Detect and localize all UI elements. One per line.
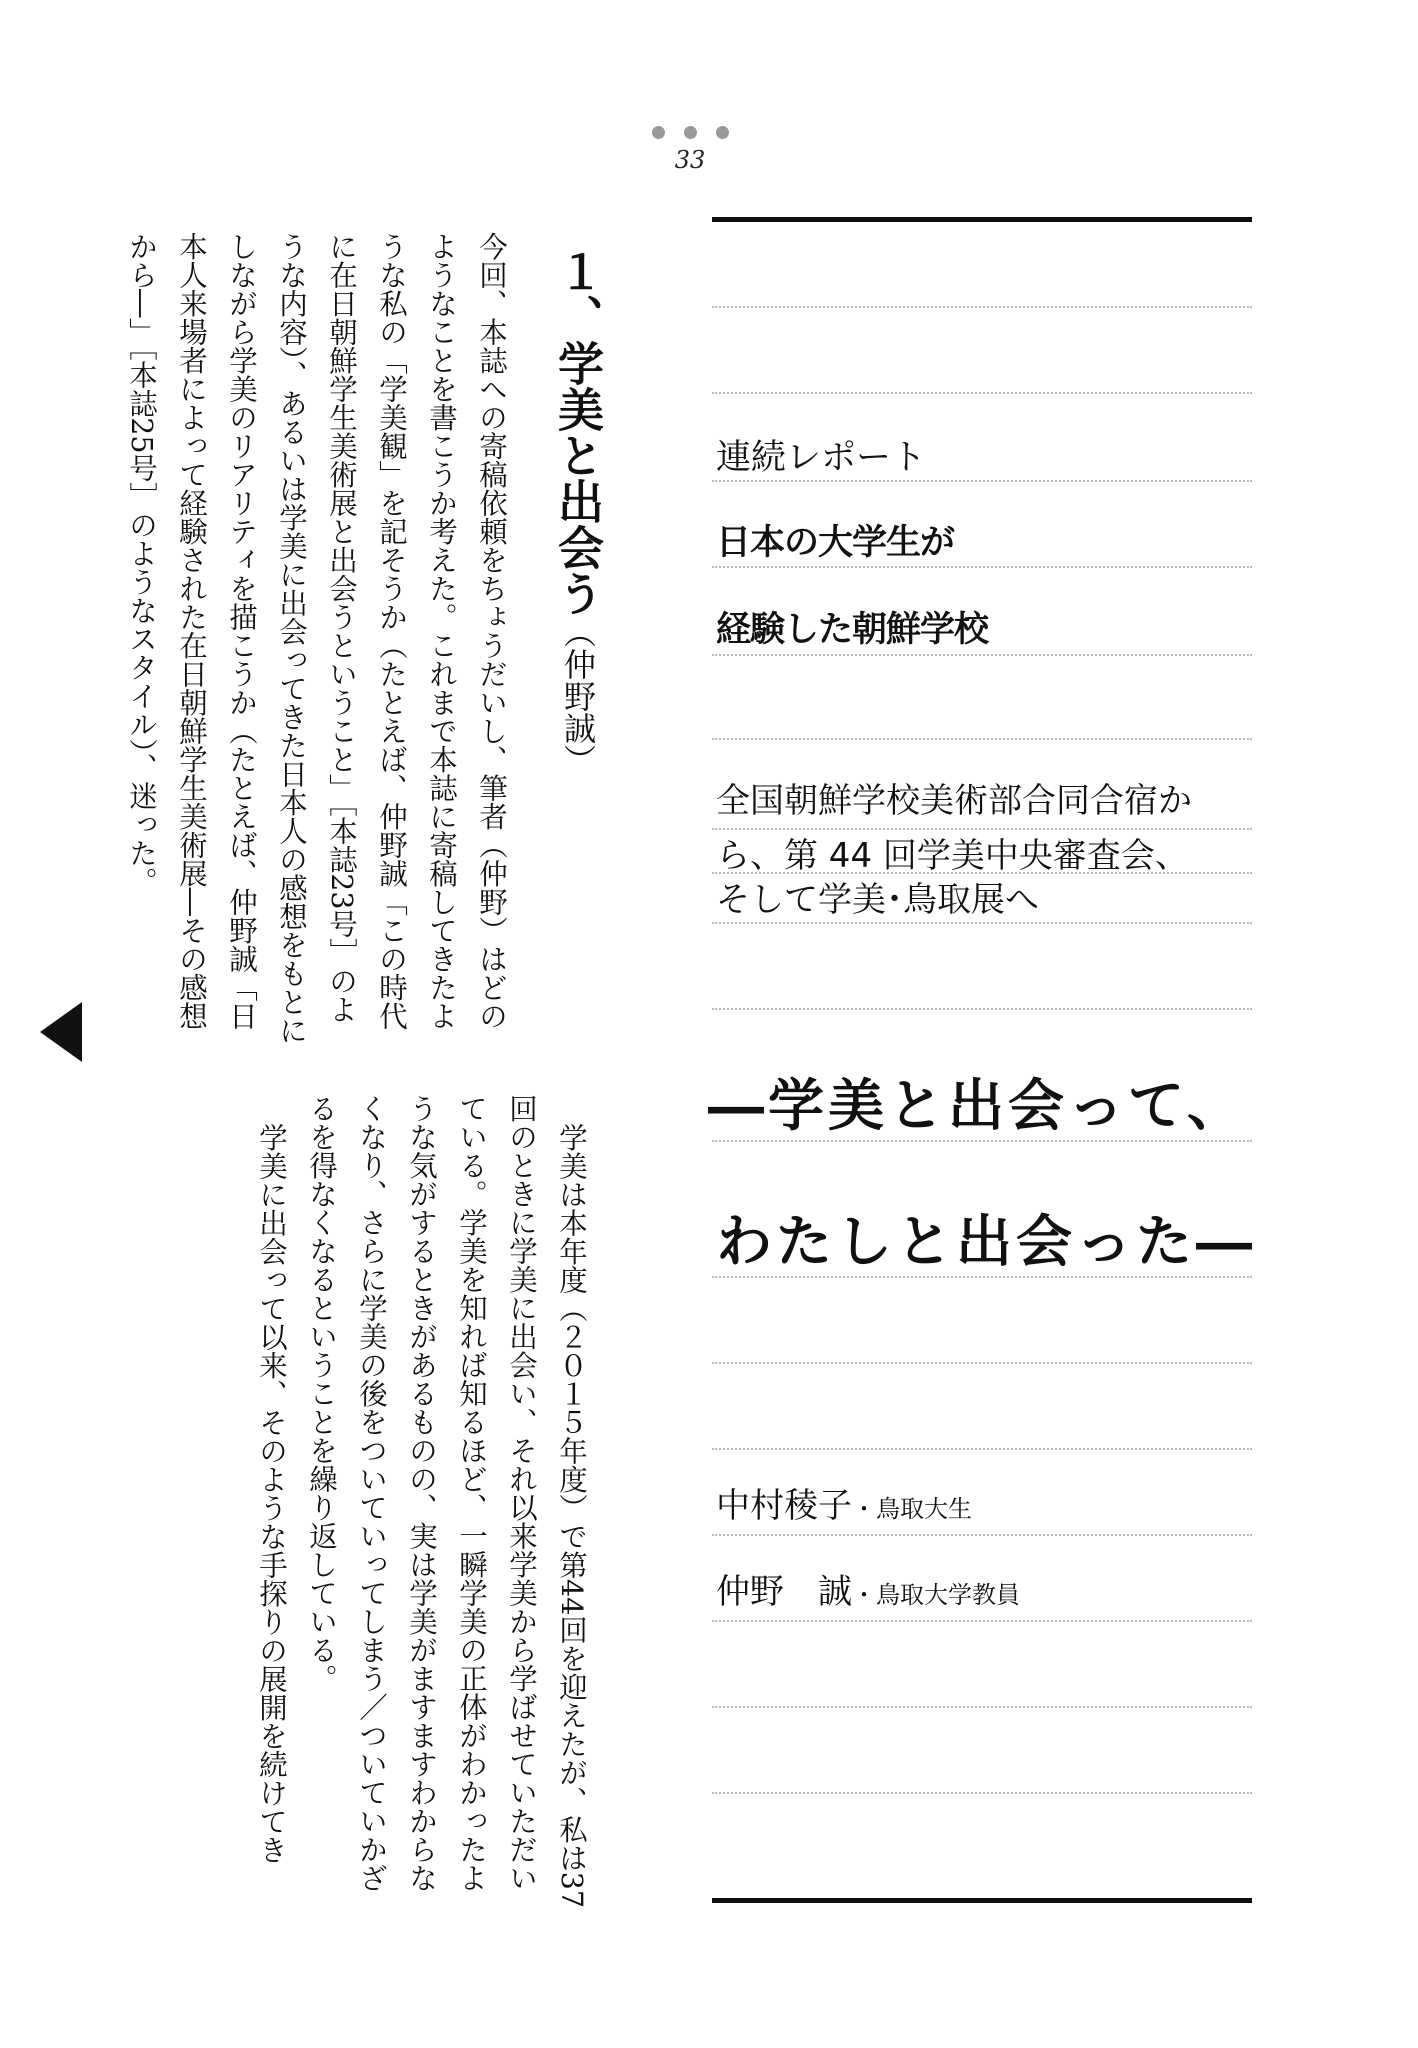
dotted-rule — [712, 922, 1252, 924]
body-paragraph: 学美は本年度（２０１５年度）で第44回を迎えたが、私は37回のときに学美に出会い、それ以来学美から学ばせていただいている。学美を知れば知るほど、一瞬学美の正体がわかったような気がするときがあるものの、実は学美がますますわからなくなり、さらに学美の後をついていってしまう／ついていかざるを得なくなるということを繰り返している。 — [305, 1094, 588, 1908]
body-lower-block — [176, 1094, 596, 1910]
subtitle-line-1: 全国朝鮮学校美術部合同合宿か — [716, 781, 1192, 821]
author-affiliation: ・鳥取大生 — [852, 1495, 972, 1523]
title-line-2: 経験した朝鮮学校 — [716, 610, 989, 650]
dotted-rule — [712, 1276, 1252, 1278]
dotted-rule — [712, 566, 1252, 568]
dotted-rule — [712, 1706, 1252, 1708]
heading-main: １、学美と出会う — [551, 248, 605, 616]
author-name: 仲野 誠 — [716, 1572, 852, 1612]
dotted-rule — [712, 1534, 1252, 1536]
body-paragraph: 学美に出会って以来、そのような手探りの展開を続けてき — [255, 1122, 288, 1864]
dotted-rule — [712, 1448, 1252, 1450]
catch-line-2: わたしと出会った― — [716, 1209, 1256, 1275]
author-name: 中村稜子 — [716, 1486, 852, 1526]
dot-icon — [652, 126, 665, 139]
title-line-1: 日本の大学生が — [716, 523, 955, 563]
previous-page-arrow-icon[interactable] — [40, 1002, 82, 1062]
series-label: 連続レポート — [716, 438, 927, 478]
subtitle-line-3: そして学美･鳥取展へ — [716, 880, 1039, 920]
dotted-rule — [712, 480, 1252, 482]
dotted-rule — [712, 1140, 1252, 1142]
dotted-rule — [712, 654, 1252, 656]
bottom-rule — [712, 1898, 1252, 1903]
section-heading — [548, 248, 608, 776]
dotted-rule — [712, 1792, 1252, 1794]
body-upper-block — [125, 232, 516, 1048]
author-affiliation: ・鳥取大学教員 — [852, 1581, 1020, 1609]
dotted-rule — [712, 306, 1252, 308]
dotted-rule — [712, 1008, 1252, 1010]
dot-icon — [684, 126, 697, 139]
subtitle-line-2: ら、第 44 回学美中央審査会、 — [716, 836, 1189, 876]
dotted-rule — [712, 1362, 1252, 1364]
top-rule — [712, 217, 1252, 222]
dotted-rule — [712, 1620, 1252, 1622]
dot-icon — [716, 126, 729, 139]
catch-line-1: ―学美と出会って、 — [708, 1073, 1247, 1139]
author-1 — [716, 1478, 972, 1527]
dotted-rule — [712, 392, 1252, 394]
ornament-dots — [640, 126, 740, 142]
heading-note: （仲野誠） — [559, 616, 597, 776]
page-number: 33 — [674, 146, 706, 174]
author-2 — [716, 1564, 1020, 1613]
body-paragraph: 今回、本誌への寄稿依頼をちょうだいし、筆者（仲野）はどのようなことを書こうか考えた。これまで本誌に寄稿してきたような私の「学美観」を記そうか（たとえば、仲野誠「この時代に在日朝鮮学生美術展と出会うということ」［本誌23号］のような内容）、あるいは学美に出会ってきた日本人の感想をもとにしながら学美のリアリティを描こうか（たとえば、仲野誠「日本人来場者によって経験された在日朝鮮学生美術展―その感想から―」［本誌25号］のようなスタイル）、迷った。 — [125, 232, 508, 1045]
dotted-rule — [712, 738, 1252, 740]
